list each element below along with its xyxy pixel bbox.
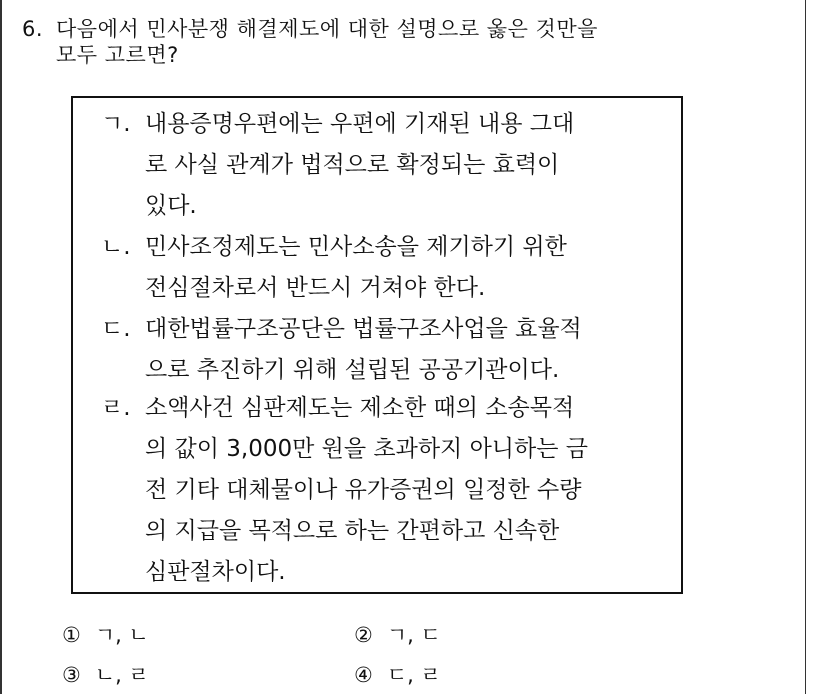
statement-a-text-1: 내용증명우편에는 우편에 기재된 내용 그대 <box>145 111 575 137</box>
statement-d-line-2: 의 값이 3,000만 원을 초과하지 아니하는 금 <box>145 436 588 462</box>
statement-a-line-2: 로 사실 관계가 법적으로 확정되는 효력이 <box>145 152 560 178</box>
statement-c <box>101 309 582 391</box>
statement-d <box>101 388 588 593</box>
option-1[interactable] <box>62 620 149 650</box>
right-border-rule <box>805 0 806 694</box>
option-2-text: ㄱ, ㄷ <box>386 623 441 647</box>
question-number: 6. <box>22 17 44 41</box>
question-text-line-2: 모두 고르면? <box>56 43 179 67</box>
option-1-mark: ① <box>62 623 81 647</box>
statement-c-marker: ㄷ. <box>101 316 131 342</box>
option-4-text: ㄷ, ㄹ <box>386 663 441 687</box>
statement-c-line-2: 으로 추진하기 위해 설립된 공공기관이다. <box>145 357 560 383</box>
statement-a-marker: ㄱ. <box>101 111 131 137</box>
statement-a-line-3: 있다. <box>145 193 197 219</box>
statement-d-text-1: 소액사건 심판제도는 제소한 때의 소송목적 <box>145 395 575 421</box>
statement-a-line-1 <box>101 104 613 145</box>
question-stem <box>22 16 598 68</box>
option-3[interactable] <box>62 660 149 690</box>
statement-b-text-1: 민사조정제도는 민사소송을 제기하기 위한 <box>145 234 567 260</box>
statement-c-text-1: 대한법률구조공단은 법률구조사업을 효율적 <box>145 316 582 342</box>
option-2[interactable] <box>354 620 441 650</box>
statement-b-line-2: 전심절차로서 반드시 거쳐야 한다. <box>145 275 486 301</box>
statement-d-line-3: 전 기타 대체물이나 유가증권의 일정한 수량 <box>145 477 582 503</box>
left-border-rule <box>0 0 2 694</box>
option-4-mark: ④ <box>354 663 373 687</box>
statement-d-line-4: 의 지급을 목적으로 하는 간편하고 신속한 <box>145 518 560 544</box>
statement-a <box>101 104 613 227</box>
option-1-text: ㄱ, ㄴ <box>94 623 149 647</box>
option-3-text: ㄴ, ㄹ <box>94 663 149 687</box>
statement-d-line-5: 심판절차이다. <box>145 559 286 585</box>
option-4[interactable] <box>354 660 441 690</box>
question-text-line-1: 다음에서 민사분쟁 해결제도에 대한 설명으로 옳은 것만을 <box>56 17 598 41</box>
option-2-mark: ② <box>354 623 373 647</box>
option-3-mark: ③ <box>62 663 81 687</box>
statement-b-marker: ㄴ. <box>101 234 131 260</box>
statement-d-marker: ㄹ. <box>101 395 131 421</box>
statement-b <box>101 227 567 309</box>
